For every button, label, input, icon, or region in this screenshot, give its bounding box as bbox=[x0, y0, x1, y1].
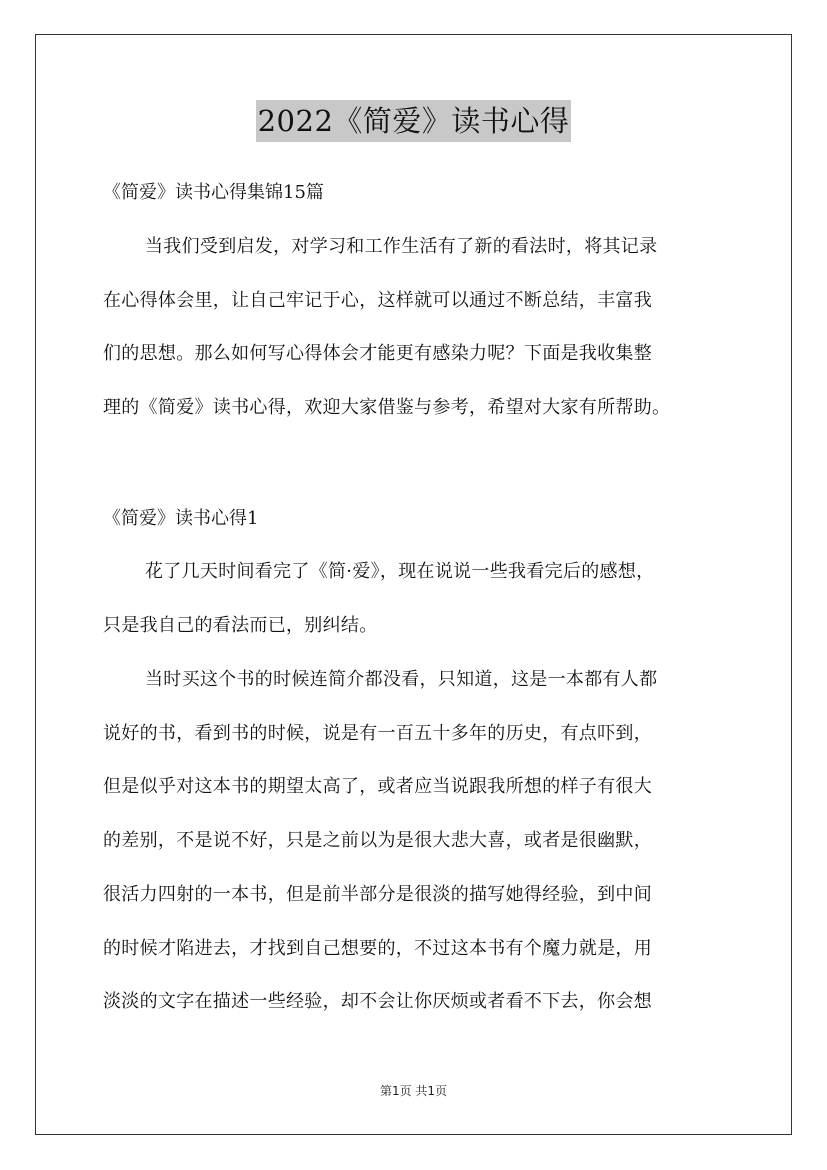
section1-para2-line: 说好的书，看到书的时候，说是有一百五十多年的历史，有点吓到， bbox=[103, 723, 652, 744]
section1-heading: 《简爱》读书心得1 bbox=[103, 508, 259, 529]
section1-para1-line: 花了几天时间看完了《简·爱》，现在说说一些我看完后的感想， bbox=[145, 561, 655, 582]
intro-heading: 《简爱》读书心得集锦15篇 bbox=[103, 182, 324, 203]
page-footer: 第1页 共1页 bbox=[379, 1084, 448, 1098]
intro-line: 在心得体会里，让自己牢记于心，这样就可以通过不断总结，丰富我 bbox=[103, 290, 652, 311]
title-container bbox=[0, 100, 827, 142]
intro-line: 理的《简爱》读书心得，欢迎大家借鉴与参考，希望对大家有所帮助。 bbox=[103, 397, 671, 418]
section1-para2-line: 的时候才陷进去，才找到自己想要的，不过这本书有个魔力就是，用 bbox=[103, 938, 652, 959]
intro-line: 当我们受到启发，对学习和工作生活有了新的看法时，将其记录 bbox=[145, 236, 658, 257]
section1-para1-line: 只是我自己的看法而已，别纠结。 bbox=[103, 615, 378, 636]
section1-para2-line: 但是似乎对这本书的期望太高了，或者应当说跟我所想的样子有很大 bbox=[103, 776, 652, 797]
section1-para2-line: 的差别，不是说不好，只是之前以为是很大悲大喜，或者是很幽默， bbox=[103, 830, 652, 851]
intro-line: 们的思想。那么如何写心得体会才能更有感染力呢？下面是我收集整 bbox=[103, 343, 652, 364]
section1-para2-line: 淡淡的文字在描述一些经验，却不会让你厌烦或者看不下去，你会想 bbox=[103, 991, 652, 1012]
section1-para2-line: 很活力四射的一本书，但是前半部分是很淡的描写她得经验，到中间 bbox=[103, 884, 652, 905]
section1-para2-line: 当时买这个书的时候连简介都没看，只知道，这是一本都有人都 bbox=[145, 669, 658, 690]
document-title: 2022《简爱》读书心得 bbox=[256, 100, 572, 142]
